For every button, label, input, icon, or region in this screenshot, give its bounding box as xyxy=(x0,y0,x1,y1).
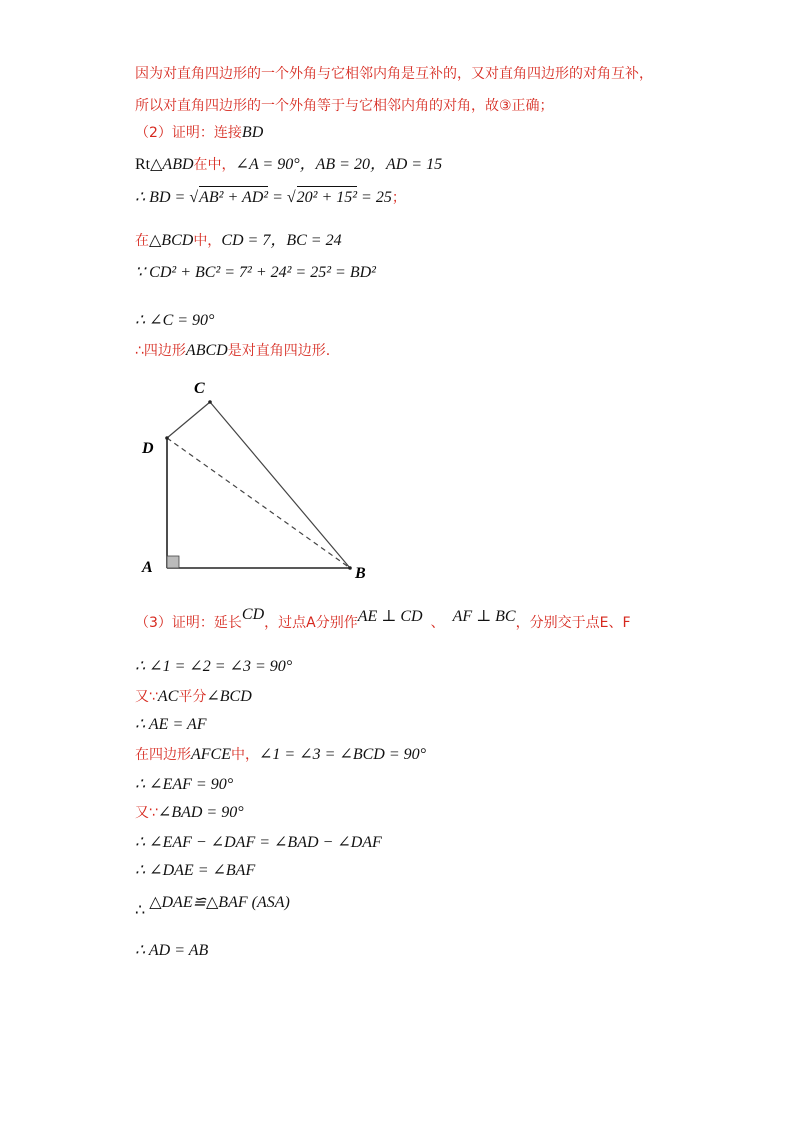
bd-calculation: ∴ BD = √AB² + AD² = √20² + 15² = 25； xyxy=(135,186,406,208)
step-6: 又∵∠BAD = 90° xyxy=(135,804,244,821)
label-b: B xyxy=(355,565,366,582)
bcd-given: 在△BCD中，CD = 7，BC = 24 xyxy=(135,232,342,249)
step-10: ∴ AD = AB xyxy=(135,942,209,959)
step-1: ∴ ∠1 = ∠2 = ∠3 = 90° xyxy=(135,658,293,675)
pythagoras-check: ∵ CD² + BC² = 7² + 24² = 25² = BD² xyxy=(135,264,376,281)
step-5: ∴ ∠EAF = 90° xyxy=(135,776,234,793)
step-7: ∴ ∠EAF − ∠DAF = ∠BAD − ∠DAF xyxy=(135,834,382,851)
step-8: ∴ ∠DAE = ∠BAF xyxy=(135,862,256,879)
rt-triangle-given: Rt△ABD在中，∠A = 90°，AB = 20，AD = 15 xyxy=(135,156,443,173)
angle-c-conclusion: ∴ ∠C = 90° xyxy=(135,312,215,329)
label-a: A xyxy=(142,559,153,576)
text-line-2: 所以对直角四边形的一个外角等于与它相邻内角的对角，故③正确； xyxy=(135,98,554,114)
edge-cd xyxy=(167,402,210,438)
diagonal-bd xyxy=(167,438,350,568)
label-c: C xyxy=(194,380,205,397)
edge-bc xyxy=(210,402,350,568)
label-d: D xyxy=(142,440,154,457)
quadrilateral-conclusion: ∴四边形ABCD是对直角四边形. xyxy=(135,342,331,359)
step-3: ∴ AE = AF xyxy=(135,716,207,733)
part3-heading: （3）证明：延长CD，过点A分别作AE ⊥ CD 、 AF ⊥ BC，分别交于点E、F xyxy=(135,606,631,631)
right-angle-mark xyxy=(167,556,179,568)
part2-heading: （2）证明：连接BD xyxy=(135,124,264,141)
step-2: 又∵AC平分∠BCD xyxy=(135,688,252,705)
text-line-1: 因为对直角四边形的一个外角与它相邻内角是互补的，又对直角四边形的对角互补， xyxy=(135,66,653,82)
quadrilateral-figure xyxy=(130,370,380,590)
step-9: ∴ △DAE≌△BAF (ASA) xyxy=(135,894,290,919)
step-4: 在四边形AFCE中，∠1 = ∠3 = ∠BCD = 90° xyxy=(135,746,427,763)
